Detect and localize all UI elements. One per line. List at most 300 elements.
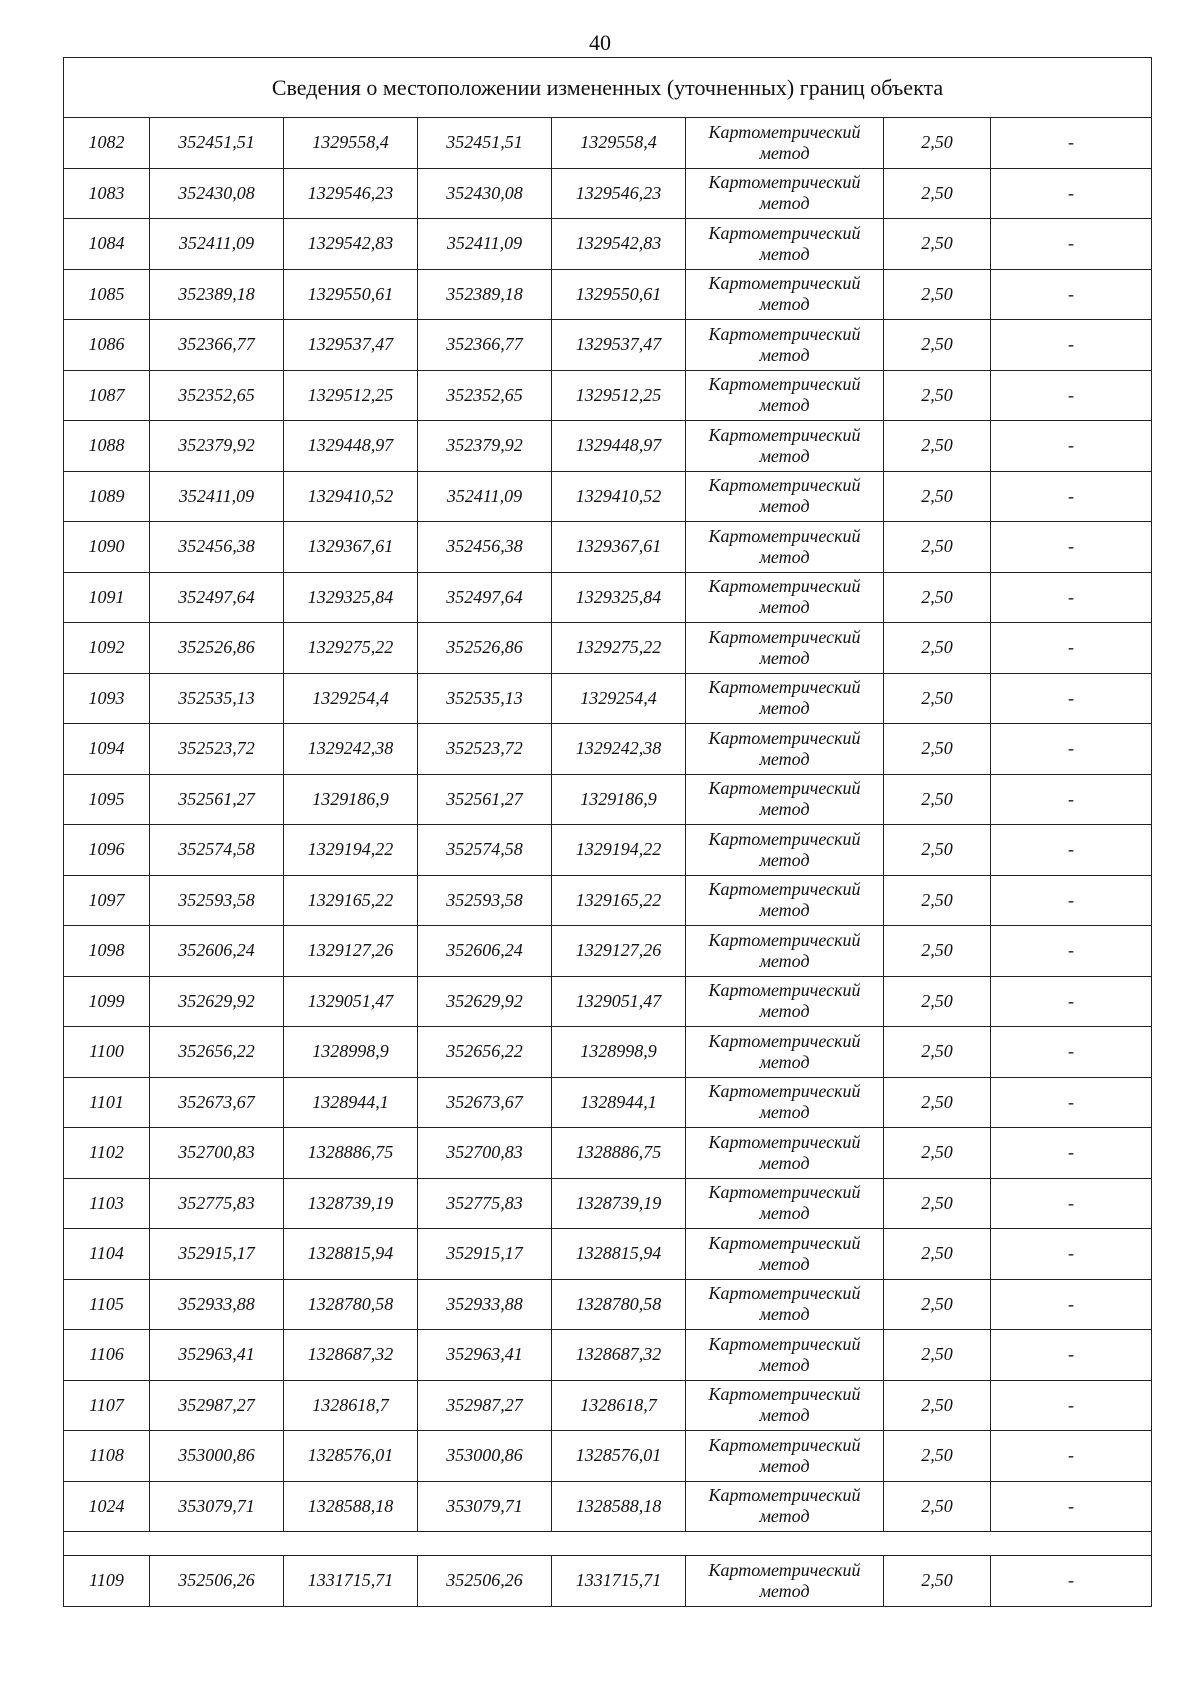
method-line2: метод (759, 142, 810, 163)
existing-x-cell: 352389,18 (150, 269, 284, 320)
point-number-cell: 1105 (64, 1279, 150, 1330)
group-separator-cell (64, 1532, 1152, 1556)
accuracy-cell: 2,50 (884, 673, 991, 724)
method-line2: метод (759, 1354, 810, 1375)
method-cell (686, 522, 884, 573)
existing-x-cell: 353079,71 (150, 1481, 284, 1532)
point-number-cell: 1091 (64, 572, 150, 623)
refined-x-cell: 352411,09 (418, 471, 552, 522)
point-number-cell: 1085 (64, 269, 150, 320)
accuracy-cell: 2,50 (884, 724, 991, 775)
refined-x-cell: 352963,41 (418, 1330, 552, 1381)
existing-x-cell: 352561,27 (150, 774, 284, 825)
method-cell (686, 370, 884, 421)
method-line2: метод (759, 294, 810, 315)
existing-y-cell: 1328998,9 (284, 1027, 418, 1078)
refined-y-cell: 1329558,4 (552, 118, 686, 169)
table-row (64, 926, 1152, 977)
existing-y-cell: 1329542,83 (284, 219, 418, 270)
note-cell: - (991, 1556, 1152, 1607)
refined-y-cell: 1329186,9 (552, 774, 686, 825)
accuracy-cell: 2,50 (884, 370, 991, 421)
method-line1: Картометрический (708, 1182, 861, 1203)
existing-x-cell: 352456,38 (150, 522, 284, 573)
existing-x-cell: 352352,65 (150, 370, 284, 421)
table-row (64, 724, 1152, 775)
method-cell (686, 1229, 884, 1280)
refined-x-cell: 353079,71 (418, 1481, 552, 1532)
table-title: Сведения о местоположении измененных (уточненных) границ объекта (64, 58, 1152, 118)
table-row (64, 1077, 1152, 1128)
refined-y-cell: 1328576,01 (552, 1431, 686, 1482)
refined-y-cell: 1329550,61 (552, 269, 686, 320)
accuracy-cell: 2,50 (884, 1481, 991, 1532)
method-line1: Картометрический (708, 677, 861, 698)
method-line1: Картометрический (708, 576, 861, 597)
method-line1: Картометрический (708, 273, 861, 294)
existing-x-cell: 352526,86 (150, 623, 284, 674)
accuracy-cell: 2,50 (884, 522, 991, 573)
method-line1: Картометрический (708, 1030, 861, 1051)
existing-y-cell: 1329448,97 (284, 421, 418, 472)
refined-x-cell: 352915,17 (418, 1229, 552, 1280)
note-cell: - (991, 1431, 1152, 1482)
refined-x-cell: 352535,13 (418, 673, 552, 724)
existing-y-cell: 1329512,25 (284, 370, 418, 421)
method-line1: Картометрический (708, 778, 861, 799)
refined-x-cell: 352523,72 (418, 724, 552, 775)
accuracy-cell: 2,50 (884, 1128, 991, 1179)
method-cell (686, 1279, 884, 1330)
refined-x-cell: 352456,38 (418, 522, 552, 573)
method-line2: метод (759, 1001, 810, 1022)
accuracy-cell: 2,50 (884, 1178, 991, 1229)
method-line2: метод (759, 1203, 810, 1224)
refined-x-cell: 353000,86 (418, 1431, 552, 1482)
refined-x-cell: 352673,67 (418, 1077, 552, 1128)
method-line1: Картометрический (708, 1283, 861, 1304)
existing-x-cell: 352700,83 (150, 1128, 284, 1179)
table-row (64, 1229, 1152, 1280)
note-cell: - (991, 1380, 1152, 1431)
refined-y-cell: 1329275,22 (552, 623, 686, 674)
refined-y-cell: 1329242,38 (552, 724, 686, 775)
table-row (64, 320, 1152, 371)
refined-x-cell: 352411,09 (418, 219, 552, 270)
table-row (64, 1481, 1152, 1532)
refined-y-cell: 1329512,25 (552, 370, 686, 421)
method-line2: метод (759, 1253, 810, 1274)
table-row (64, 623, 1152, 674)
point-number-cell: 1095 (64, 774, 150, 825)
method-line2: метод (759, 546, 810, 567)
accuracy-cell: 2,50 (884, 320, 991, 371)
point-number-cell: 1084 (64, 219, 150, 270)
existing-x-cell: 352574,58 (150, 825, 284, 876)
note-cell: - (991, 1330, 1152, 1381)
point-number-cell: 1098 (64, 926, 150, 977)
method-cell (686, 1077, 884, 1128)
existing-y-cell: 1329254,4 (284, 673, 418, 724)
method-cell (686, 623, 884, 674)
accuracy-cell: 2,50 (884, 168, 991, 219)
note-cell: - (991, 623, 1152, 674)
accuracy-cell: 2,50 (884, 471, 991, 522)
method-line2: метод (759, 748, 810, 769)
refined-y-cell: 1329546,23 (552, 168, 686, 219)
accuracy-cell: 2,50 (884, 926, 991, 977)
point-number-cell: 1100 (64, 1027, 150, 1078)
method-cell (686, 724, 884, 775)
method-cell (686, 1556, 884, 1607)
refined-x-cell: 352606,24 (418, 926, 552, 977)
existing-x-cell: 352523,72 (150, 724, 284, 775)
method-line1: Картометрический (708, 1434, 861, 1455)
method-line2: метод (759, 243, 810, 264)
existing-x-cell: 352963,41 (150, 1330, 284, 1381)
method-line2: метод (759, 1506, 810, 1527)
table-row (64, 1380, 1152, 1431)
refined-x-cell: 352593,58 (418, 875, 552, 926)
point-number-cell: 1106 (64, 1330, 150, 1381)
existing-y-cell: 1329558,4 (284, 118, 418, 169)
group-separator-row (64, 1532, 1152, 1556)
refined-y-cell: 1329325,84 (552, 572, 686, 623)
method-cell (686, 269, 884, 320)
existing-x-cell: 352933,88 (150, 1279, 284, 1330)
refined-x-cell: 352352,65 (418, 370, 552, 421)
boundary-coordinates-table (63, 57, 1152, 1607)
refined-y-cell: 1329165,22 (552, 875, 686, 926)
refined-x-cell: 352987,27 (418, 1380, 552, 1431)
method-line1: Картометрический (708, 121, 861, 142)
accuracy-cell: 2,50 (884, 774, 991, 825)
table-row (64, 219, 1152, 270)
note-cell: - (991, 370, 1152, 421)
method-line1: Картометрический (708, 980, 861, 1001)
page-number: 40 (589, 30, 611, 55)
existing-y-cell: 1328687,32 (284, 1330, 418, 1381)
method-line2: метод (759, 344, 810, 365)
method-line1: Картометрический (708, 1485, 861, 1506)
method-cell (686, 421, 884, 472)
method-line2: метод (759, 900, 810, 921)
accuracy-cell: 2,50 (884, 623, 991, 674)
existing-x-cell: 353000,86 (150, 1431, 284, 1482)
method-line1: Картометрический (708, 1131, 861, 1152)
refined-x-cell: 352389,18 (418, 269, 552, 320)
table-row (64, 1556, 1152, 1607)
accuracy-cell: 2,50 (884, 825, 991, 876)
method-cell (686, 1027, 884, 1078)
point-number-cell: 1109 (64, 1556, 150, 1607)
table-row (64, 1431, 1152, 1482)
refined-y-cell: 1328739,19 (552, 1178, 686, 1229)
point-number-cell: 1090 (64, 522, 150, 573)
method-cell (686, 572, 884, 623)
method-line2: метод (759, 193, 810, 214)
accuracy-cell: 2,50 (884, 1279, 991, 1330)
method-line1: Картометрический (708, 1559, 861, 1580)
accuracy-cell: 2,50 (884, 1380, 991, 1431)
method-cell (686, 825, 884, 876)
point-number-cell: 1024 (64, 1481, 150, 1532)
accuracy-cell: 2,50 (884, 1229, 991, 1280)
existing-x-cell: 352593,58 (150, 875, 284, 926)
method-cell (686, 1330, 884, 1381)
refined-y-cell: 1329127,26 (552, 926, 686, 977)
existing-y-cell: 1329550,61 (284, 269, 418, 320)
method-cell (686, 976, 884, 1027)
existing-x-cell: 352506,26 (150, 1556, 284, 1607)
method-line1: Картометрический (708, 222, 861, 243)
refined-x-cell: 352366,77 (418, 320, 552, 371)
note-cell: - (991, 1128, 1152, 1179)
refined-x-cell: 352497,64 (418, 572, 552, 623)
method-line2: метод (759, 1304, 810, 1325)
accuracy-cell: 2,50 (884, 1077, 991, 1128)
method-line2: метод (759, 1102, 810, 1123)
accuracy-cell: 2,50 (884, 1556, 991, 1607)
existing-x-cell: 352379,92 (150, 421, 284, 472)
refined-x-cell: 352561,27 (418, 774, 552, 825)
table-row (64, 875, 1152, 926)
method-line1: Картометрический (708, 1081, 861, 1102)
existing-x-cell: 352497,64 (150, 572, 284, 623)
refined-y-cell: 1329410,52 (552, 471, 686, 522)
method-line1: Картометрический (708, 879, 861, 900)
existing-y-cell: 1328886,75 (284, 1128, 418, 1179)
accuracy-cell: 2,50 (884, 1330, 991, 1381)
point-number-cell: 1087 (64, 370, 150, 421)
existing-x-cell: 352430,08 (150, 168, 284, 219)
refined-x-cell: 352656,22 (418, 1027, 552, 1078)
point-number-cell: 1093 (64, 673, 150, 724)
method-line1: Картометрический (708, 323, 861, 344)
note-cell: - (991, 976, 1152, 1027)
accuracy-cell: 2,50 (884, 976, 991, 1027)
method-line2: метод (759, 698, 810, 719)
refined-y-cell: 1329194,22 (552, 825, 686, 876)
note-cell: - (991, 320, 1152, 371)
method-line1: Картометрический (708, 475, 861, 496)
point-number-cell: 1082 (64, 118, 150, 169)
method-cell (686, 774, 884, 825)
existing-x-cell: 352606,24 (150, 926, 284, 977)
existing-x-cell: 352411,09 (150, 219, 284, 270)
existing-y-cell: 1328944,1 (284, 1077, 418, 1128)
note-cell: - (991, 1481, 1152, 1532)
existing-y-cell: 1329367,61 (284, 522, 418, 573)
refined-x-cell: 352526,86 (418, 623, 552, 674)
point-number-cell: 1107 (64, 1380, 150, 1431)
method-cell (686, 320, 884, 371)
accuracy-cell: 2,50 (884, 269, 991, 320)
table-row (64, 825, 1152, 876)
method-cell (686, 1128, 884, 1179)
point-number-cell: 1104 (64, 1229, 150, 1280)
refined-y-cell: 1329542,83 (552, 219, 686, 270)
note-cell: - (991, 774, 1152, 825)
refined-x-cell: 352574,58 (418, 825, 552, 876)
refined-x-cell: 352629,92 (418, 976, 552, 1027)
existing-x-cell: 352366,77 (150, 320, 284, 371)
note-cell: - (991, 724, 1152, 775)
refined-y-cell: 1329448,97 (552, 421, 686, 472)
accuracy-cell: 2,50 (884, 1027, 991, 1078)
table-row (64, 1330, 1152, 1381)
method-line1: Картометрический (708, 424, 861, 445)
method-line1: Картометрический (708, 1232, 861, 1253)
note-cell: - (991, 168, 1152, 219)
note-cell: - (991, 471, 1152, 522)
refined-y-cell: 1328886,75 (552, 1128, 686, 1179)
table-row (64, 572, 1152, 623)
existing-x-cell: 352915,17 (150, 1229, 284, 1280)
method-cell (686, 875, 884, 926)
point-number-cell: 1099 (64, 976, 150, 1027)
refined-y-cell: 1331715,71 (552, 1556, 686, 1607)
method-line2: метод (759, 597, 810, 618)
refined-y-cell: 1329537,47 (552, 320, 686, 371)
method-line2: метод (759, 1152, 810, 1173)
point-number-cell: 1097 (64, 875, 150, 926)
method-line1: Картометрический (708, 727, 861, 748)
note-cell: - (991, 673, 1152, 724)
method-line2: метод (759, 1580, 810, 1601)
existing-x-cell: 352629,92 (150, 976, 284, 1027)
refined-x-cell: 352775,83 (418, 1178, 552, 1229)
existing-y-cell: 1329325,84 (284, 572, 418, 623)
note-cell: - (991, 926, 1152, 977)
existing-y-cell: 1329127,26 (284, 926, 418, 977)
method-cell (686, 1380, 884, 1431)
existing-x-cell: 352775,83 (150, 1178, 284, 1229)
existing-y-cell: 1329537,47 (284, 320, 418, 371)
existing-x-cell: 352411,09 (150, 471, 284, 522)
table-row (64, 168, 1152, 219)
note-cell: - (991, 572, 1152, 623)
existing-x-cell: 352673,67 (150, 1077, 284, 1128)
refined-x-cell: 352379,92 (418, 421, 552, 472)
table-row (64, 118, 1152, 169)
method-line2: метод (759, 1405, 810, 1426)
refined-y-cell: 1328944,1 (552, 1077, 686, 1128)
method-line2: метод (759, 1051, 810, 1072)
existing-y-cell: 1329410,52 (284, 471, 418, 522)
method-line1: Картометрический (708, 1384, 861, 1405)
existing-y-cell: 1329275,22 (284, 623, 418, 674)
method-line1: Картометрический (708, 828, 861, 849)
method-cell (686, 1178, 884, 1229)
refined-y-cell: 1329051,47 (552, 976, 686, 1027)
existing-y-cell: 1331715,71 (284, 1556, 418, 1607)
existing-x-cell: 352535,13 (150, 673, 284, 724)
note-cell: - (991, 219, 1152, 270)
method-line1: Картометрический (708, 626, 861, 647)
method-cell (686, 219, 884, 270)
table-body (64, 58, 1152, 1607)
existing-y-cell: 1329546,23 (284, 168, 418, 219)
point-number-cell: 1086 (64, 320, 150, 371)
table-row (64, 1128, 1152, 1179)
table-title-row (64, 58, 1152, 118)
refined-y-cell: 1328780,58 (552, 1279, 686, 1330)
table-row (64, 1178, 1152, 1229)
existing-y-cell: 1329165,22 (284, 875, 418, 926)
refined-x-cell: 352700,83 (418, 1128, 552, 1179)
accuracy-cell: 2,50 (884, 875, 991, 926)
method-line1: Картометрический (708, 172, 861, 193)
method-cell (686, 926, 884, 977)
refined-y-cell: 1328618,7 (552, 1380, 686, 1431)
point-number-cell: 1108 (64, 1431, 150, 1482)
method-line2: метод (759, 647, 810, 668)
method-line2: метод (759, 950, 810, 971)
accuracy-cell: 2,50 (884, 1431, 991, 1482)
existing-x-cell: 352987,27 (150, 1380, 284, 1431)
existing-y-cell: 1328780,58 (284, 1279, 418, 1330)
method-line2: метод (759, 395, 810, 416)
point-number-cell: 1102 (64, 1128, 150, 1179)
table-row (64, 370, 1152, 421)
table-row (64, 269, 1152, 320)
note-cell: - (991, 421, 1152, 472)
existing-y-cell: 1328576,01 (284, 1431, 418, 1482)
refined-y-cell: 1328815,94 (552, 1229, 686, 1280)
refined-x-cell: 352933,88 (418, 1279, 552, 1330)
table-row (64, 774, 1152, 825)
point-number-cell: 1089 (64, 471, 150, 522)
note-cell: - (991, 875, 1152, 926)
existing-y-cell: 1328588,18 (284, 1481, 418, 1532)
accuracy-cell: 2,50 (884, 219, 991, 270)
note-cell: - (991, 522, 1152, 573)
existing-x-cell: 352656,22 (150, 1027, 284, 1078)
point-number-cell: 1088 (64, 421, 150, 472)
point-number-cell: 1103 (64, 1178, 150, 1229)
point-number-cell: 1083 (64, 168, 150, 219)
note-cell: - (991, 269, 1152, 320)
method-line2: метод (759, 1455, 810, 1476)
existing-y-cell: 1329051,47 (284, 976, 418, 1027)
existing-y-cell: 1328618,7 (284, 1380, 418, 1431)
table-row (64, 976, 1152, 1027)
accuracy-cell: 2,50 (884, 572, 991, 623)
table-row (64, 522, 1152, 573)
note-cell: - (991, 1279, 1152, 1330)
accuracy-cell: 2,50 (884, 118, 991, 169)
table-row (64, 421, 1152, 472)
note-cell: - (991, 1229, 1152, 1280)
method-cell (686, 168, 884, 219)
refined-y-cell: 1328998,9 (552, 1027, 686, 1078)
refined-x-cell: 352506,26 (418, 1556, 552, 1607)
table-row (64, 1279, 1152, 1330)
method-line1: Картометрический (708, 374, 861, 395)
method-line1: Картометрический (708, 525, 861, 546)
method-cell (686, 1481, 884, 1532)
note-cell: - (991, 1027, 1152, 1078)
table-row (64, 673, 1152, 724)
point-number-cell: 1101 (64, 1077, 150, 1128)
method-line1: Картометрический (708, 929, 861, 950)
existing-x-cell: 352451,51 (150, 118, 284, 169)
existing-y-cell: 1328739,19 (284, 1178, 418, 1229)
refined-x-cell: 352451,51 (418, 118, 552, 169)
table-row (64, 1027, 1152, 1078)
refined-y-cell: 1328687,32 (552, 1330, 686, 1381)
